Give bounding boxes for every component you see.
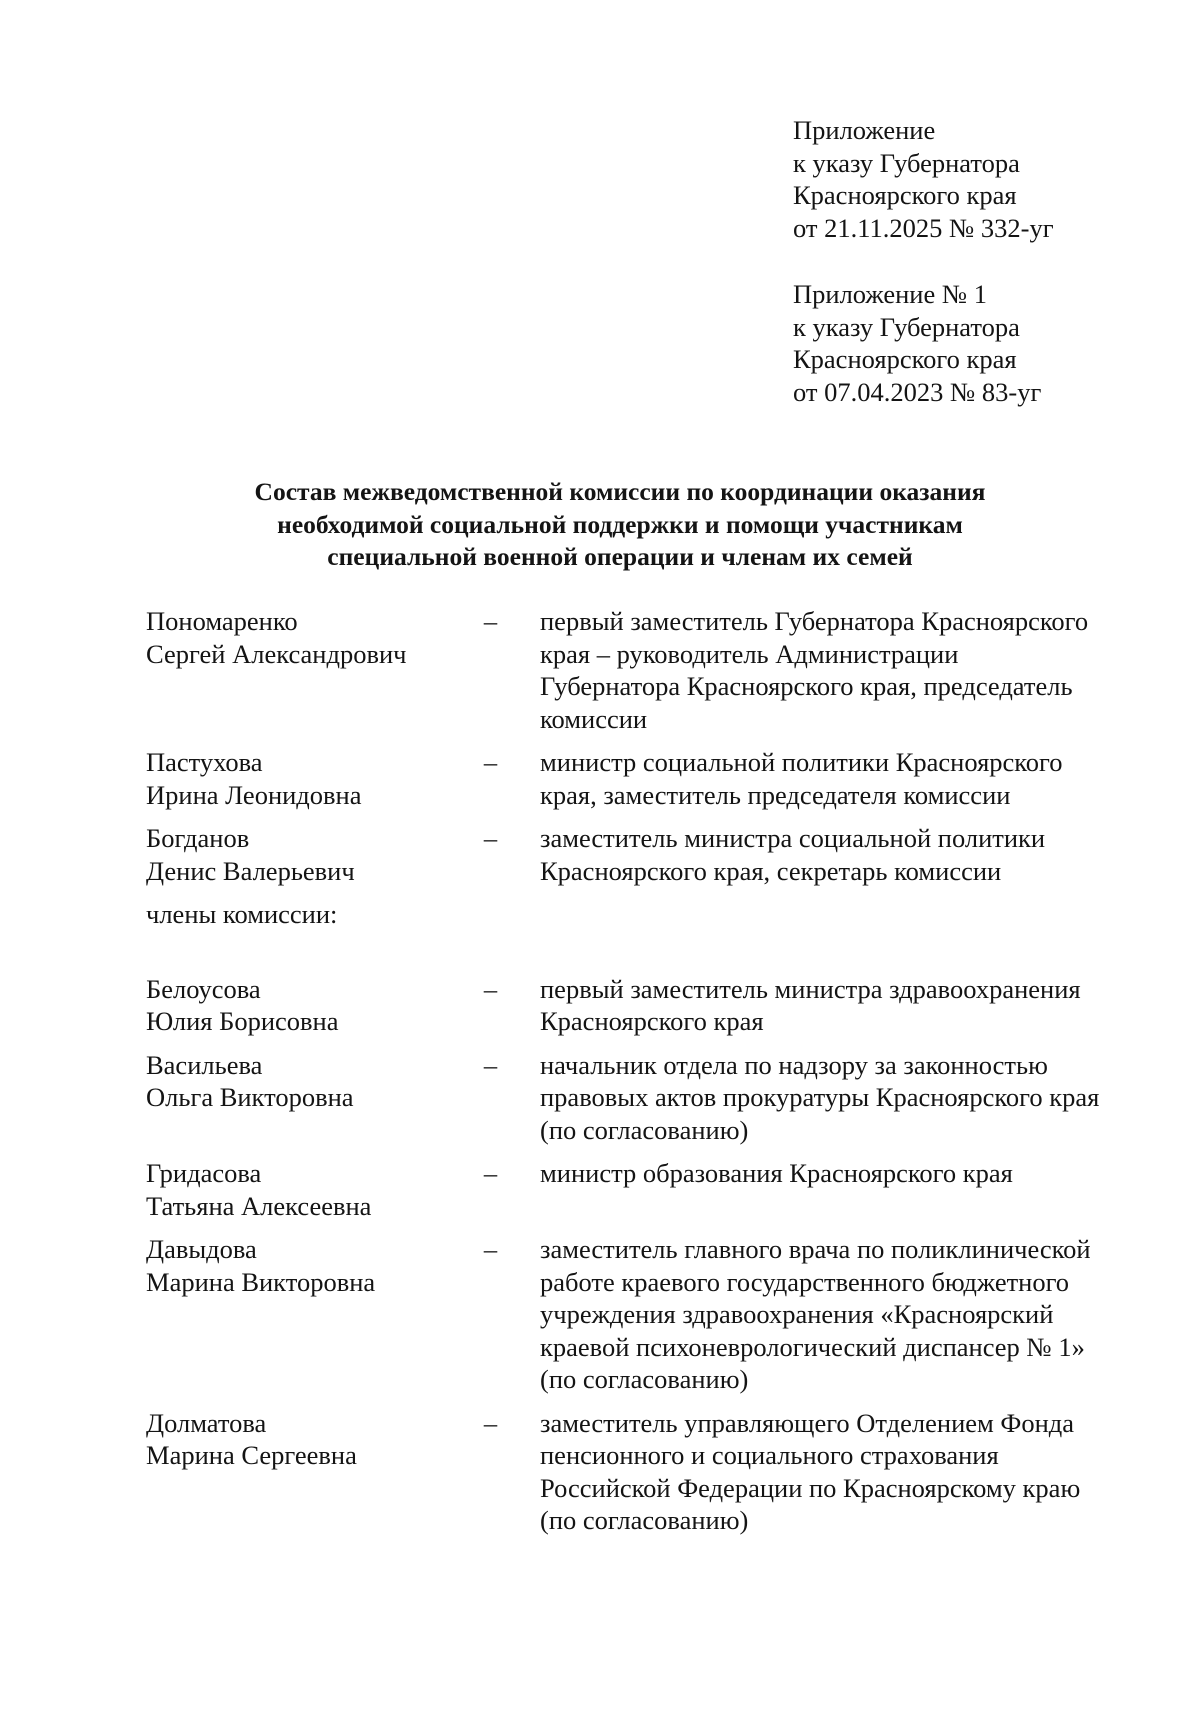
position-line: (по согласованию) [540,1114,749,1145]
appendix-line: от 07.04.2023 № 83-уг [793,376,1042,407]
title-line: необходимой социальной поддержки и помощи участникам [277,509,963,539]
member-position [513,1157,1136,1190]
member-name [146,1049,466,1114]
member-surname: Пономаренко [146,606,298,636]
position-line: края – руководитель Администрации [540,638,959,669]
member-position [513,605,1136,735]
member-given-name: Сергей Александрович [146,638,407,669]
document-title [120,476,1120,574]
title-line: специальной военной операции и членам их семей [327,542,913,571]
member-name [146,1233,466,1298]
position-line: работе краевого государственного бюджетного [540,1266,1070,1297]
appendix-line: Приложение [793,115,936,145]
member-given-name: Ирина Леонидовна [146,779,362,810]
member-given-name: Марина Сергеевна [146,1440,357,1470]
dash-separator: – [483,973,498,1004]
position-line: учреждения здравоохранения «Красноярский [540,1299,1054,1329]
member-position [513,973,1136,1038]
member-name [146,822,466,887]
member-position [513,1407,1136,1537]
position-line: правовых актов прокуратуры Красноярского края [540,1082,1100,1112]
member-position [513,1049,1136,1147]
position-line: первый заместитель министра здравоохранения [540,973,1081,1004]
member-entry [146,1049,1136,1147]
position-line: министр образования Красноярского края [540,1158,1013,1188]
member-surname: Долматова [146,1407,267,1438]
position-line: (по согласованию) [540,1364,749,1394]
position-line: первый заместитель Губернатора Красноярского [540,606,1089,636]
member-entry-chairman [146,605,1136,735]
position-line: Губернатора Красноярского края, председатель [540,671,1073,701]
member-surname: Васильева [146,1049,263,1080]
member-name [146,1407,466,1472]
member-entry-deputy-chairman [146,746,1136,811]
appendix-line: Красноярского края [793,344,1017,374]
member-given-name: Ольга Викторовна [146,1082,354,1112]
position-line: Российской Федерации по Красноярскому краю [540,1472,1081,1503]
commission-composition-list [146,605,1136,1537]
dash-separator: – [483,1049,498,1080]
appendix-line: Красноярского края [793,180,1017,210]
member-given-name: Денис Валерьевич [146,855,355,886]
members-heading: члены комиссии: [146,899,338,929]
position-line: комиссии [540,703,648,734]
member-given-name: Юлия Борисовна [146,1006,339,1036]
member-name [146,973,466,1038]
member-entry [146,1157,1136,1222]
dash-separator: – [483,747,498,777]
position-line: (по согласованию) [540,1505,749,1535]
appendix-original-block [793,278,1041,408]
position-line: краевой психоневрологический диспансер № 1» [540,1331,1085,1362]
appendix-line: к указу Губернатора [793,311,1020,342]
member-position [513,1233,1136,1396]
dash-separator: – [483,606,498,636]
member-entry-secretary [146,822,1136,887]
dash-separator: – [483,823,498,853]
member-entry [146,1233,1136,1396]
appendix-line: от 21.11.2025 № 332-уг [793,212,1054,243]
position-line: заместитель министра социальной политики [540,823,1046,853]
member-entry [146,973,1136,1038]
member-surname: Белоусова [146,973,261,1004]
position-line: министр социальной политики Красноярского [540,747,1063,777]
appendix-current-block [793,114,1054,244]
position-line: Красноярского края [540,1006,764,1036]
title-line: Состав межведомственной комиссии по координации оказания [254,477,986,506]
appendix-line: к указу Губернатора [793,147,1020,178]
member-surname: Богданов [146,823,250,853]
member-position [513,822,1136,887]
member-name [146,605,466,670]
member-surname: Гридасова [146,1158,262,1188]
member-position [513,746,1136,811]
position-line: заместитель главного врача по поликлинической [540,1234,1091,1264]
position-line: начальник отдела по надзору за законностью [540,1049,1048,1080]
position-line: края, заместитель председателя комиссии [540,779,1011,810]
member-given-name: Татьяна Алексеевна [146,1190,372,1221]
member-surname: Пастухова [146,747,263,777]
dash-separator: – [483,1234,498,1264]
member-name [146,746,466,811]
appendix-line: Приложение № 1 [793,279,988,309]
member-surname: Давыдова [146,1234,257,1264]
member-given-name: Марина Викторовна [146,1266,376,1297]
position-line: Красноярского края, секретарь комиссии [540,855,1002,886]
member-entry [146,1407,1136,1537]
dash-separator: – [483,1158,498,1188]
member-name [146,1157,466,1222]
position-line: пенсионного и социального страхования [540,1440,999,1470]
dash-separator: – [483,1407,498,1438]
position-line: заместитель управляющего Отделением Фонда [540,1407,1075,1438]
